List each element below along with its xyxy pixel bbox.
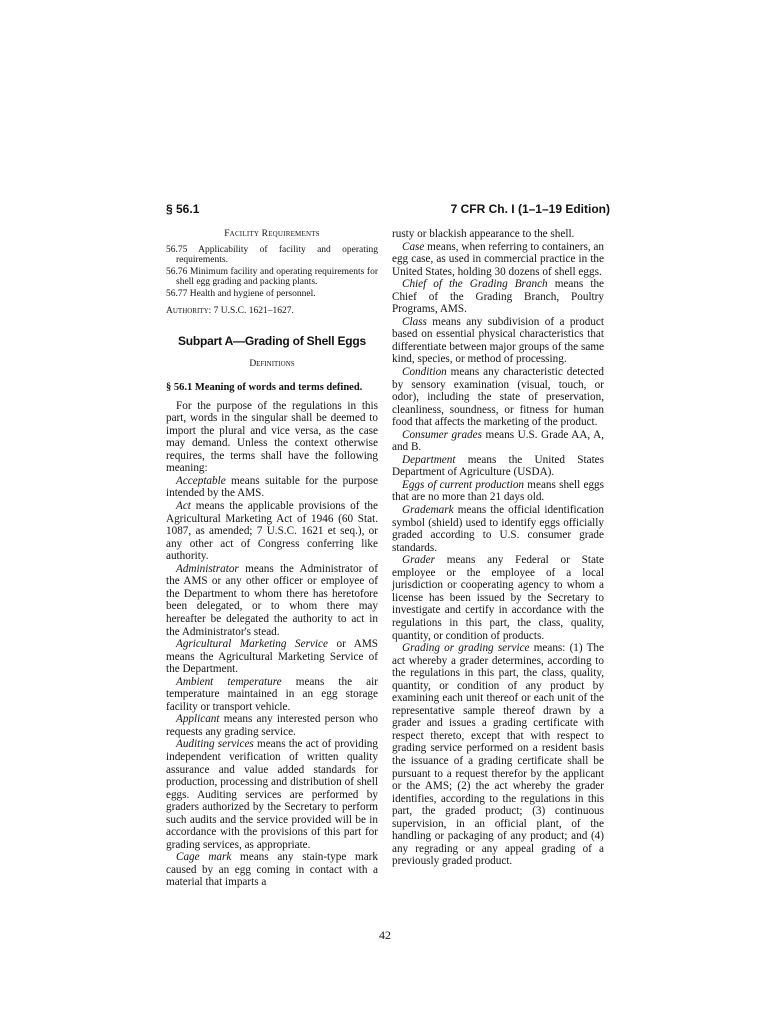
definition-text: means the official identification symbol (shield) used to identify eggs officially graded according to U.S. consumer grade standards. [392,504,604,554]
definition-paragraph [166,851,378,889]
definition-paragraph [166,563,378,638]
definition-paragraph [392,366,604,429]
definition-text: means any interested person who requests any grading service. [166,713,378,738]
definition-paragraph [392,479,604,504]
definition-term: Chief of the Grading Branch [402,278,548,291]
definition-paragraph [166,638,378,676]
definitions-heading: Definitions [249,358,295,369]
left-column [166,228,378,889]
page-number: 42 [379,928,391,942]
definition-paragraph [392,429,604,454]
definition-paragraph [392,316,604,366]
toc-item: 56.76 Minimum facility and operating requirements for shell egg grading and packing plants. [166,266,378,288]
definition-term: Consumer grades [402,428,482,441]
definition-term: Applicant [176,713,220,726]
facility-heading: Facility Requirements [224,229,320,239]
definition-text: means any subdivision of a product based on essential physical characteristics that differentiate between major groups of the same kind, species, or method of processing. [392,315,604,366]
definition-term: Class [402,315,427,328]
definition-paragraph [392,278,604,316]
facility-toc [166,245,378,300]
definition-text: rusty or blackish appearance to the shell. [392,228,575,240]
definition-text: means the act of providing independent verification of written quality assurance and value added standards for production, processing and distribution of shell eggs. Auditing services are performed by graders authorized by the Secretary to perform such audits and the service provided will be in accordance with the provisions of this part for grading services, as appropriate. [166,738,378,851]
toc-item: 56.77 Health and hygiene of personnel. [166,288,316,299]
running-header-section: § 56.1 [166,202,200,216]
definition-term: Case [402,240,425,253]
definition-text: means any characteristic detected by sensory examination (visual, touch, or odor), including the state of preservation, cleanliness, soundness, or fitness for human food that affects the marketing of the product. [392,366,604,429]
definition-term: Grademark [402,504,454,517]
definition-term: Auditing services [176,738,254,751]
definition-text: means, when referring to containers, an egg case, as used in commercial practice in the United States, holding 30 dozens of shell eggs. [392,240,604,278]
section-title: § 56.1 Meaning of words and terms defined. [166,382,363,394]
definition-term: Department [402,453,456,466]
definition-paragraph [166,500,378,563]
definition-text: means shell eggs that are no more than 21 days old. [392,478,604,504]
definition-text: means U.S. Grade AA, A, and B. [392,428,605,454]
definition-paragraph [392,504,604,554]
definition-paragraph [166,713,378,738]
toc-item: 56.75 Applicability of facility and operating requirements. [166,244,378,266]
definition-term: Condition [402,366,447,379]
definition-term: Ambient temperature [176,675,282,688]
definition-term: Grading or grading service [402,642,530,655]
definition-paragraph [392,228,604,241]
authority-text: 7 U.S.C. 1621–1627. [211,305,294,316]
definition-term: Grader [402,554,435,567]
definition-paragraph [166,738,378,851]
section-intro: For the purpose of the regulations in this part, words in the singular shall be deemed to import the plural and vice versa, as the case may demand. Unless the context otherwise requires, the terms shall have the following meaning: [166,399,378,475]
right-column [392,228,604,868]
definitions-list-right [392,228,604,868]
running-header-title: 7 CFR Ch. I (1–1–19 Edition) [450,202,610,216]
subpart-title: Subpart A—Grading of Shell Eggs [177,334,367,349]
definition-paragraph [166,676,378,714]
definition-paragraph [392,642,604,868]
definition-text: means the Administrator of the AMS or any other officer or employee of the Department to whom there has heretofore been delegated, or to whom there may hereafter be delegated the authority to act in the Administrator's stead. [166,562,378,638]
definition-text: means the applicable provisions of the Agricultural Marketing Act of 1946 (60 Stat. 1087, as amended; 7 U.S.C. 1621 et seq.), or any other act of Congress conferring like authority. [166,500,378,563]
authority-note [166,305,378,318]
authority-label: Authority: [166,305,212,316]
definition-text: means suitable for the purpose intended by the AMS. [166,474,378,500]
definition-text: or AMS means the Agricultural Marketing Service of the Department. [166,638,378,676]
definition-paragraph [392,554,604,642]
definition-text: means the United States Department of Agriculture (USDA). [392,453,604,479]
definition-term: Administrator [176,562,239,575]
definitions-list-left [166,475,378,889]
definition-paragraph [392,454,604,479]
definition-paragraph [166,475,378,500]
definition-term: Act [176,500,191,513]
definition-term: Agricultural Marketing Service [176,638,328,651]
definition-text: means the air temperature maintained in an egg storage facility or transport vehicle. [166,675,378,713]
definition-term: Cage mark [176,851,232,864]
definition-term: Eggs of current production [402,478,525,491]
definition-text: means: (1) The act whereby a grader determines, according to the regulations in this part, the class, quality, quantity, or condition of any product by examining each unit thereof or each unit of the representative sample thereof drawn by a grader and issues a grading certificate with respect thereto, except that with respect to grading service performed on a resident basis the issuance of a grading certificate shall be pursuant to a request therefor by the applicant or the AMS; (2) the act whereby the grader identifies, according to the regulations in this part, the graded product; (3) continuous supervision, in an official plant, of the handling or packaging of any product; and (4) any regrading or any appeal grading of a previously graded product. [392,642,604,868]
definition-text: means any Federal or State employee or the employee of a local jurisdiction or cooperating agency to whom a license has been issued by the Secretary to investigate and certify in accordance with the regulations in this part, the class, quality, quantity, or condition of products. [392,554,604,642]
definition-text: means the Chief of the Grading Branch, Poultry Programs, AMS. [392,278,604,316]
definition-text: means any stain-type mark caused by an egg coming in contact with a material that imparts a [166,851,379,889]
definition-term: Acceptable [176,474,226,487]
definition-paragraph [392,241,604,279]
